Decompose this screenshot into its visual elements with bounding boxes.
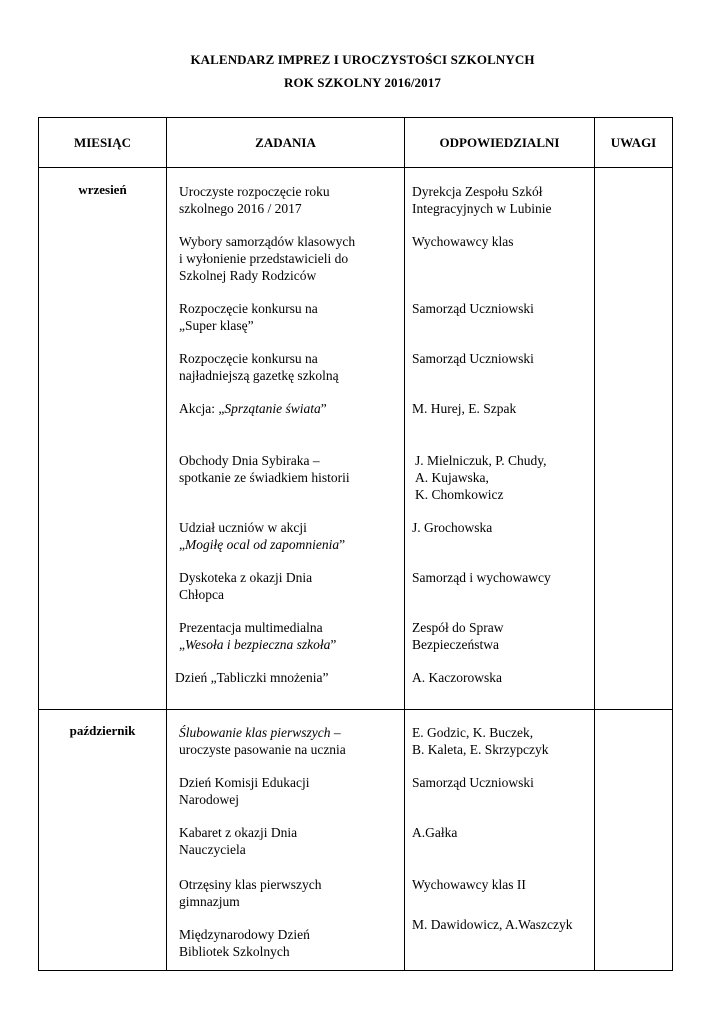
responsible-item <box>412 669 502 686</box>
text-line <box>179 569 312 586</box>
notes-cell <box>595 710 673 971</box>
text-line <box>175 669 328 686</box>
text-line <box>179 824 297 841</box>
italic-text: Sprzątanie świata <box>224 401 321 416</box>
events-calendar-table <box>38 117 673 971</box>
responsible-cell <box>405 710 595 971</box>
text-line <box>179 400 327 417</box>
text-segment: Kabaret z okazji Dnia <box>179 825 298 840</box>
text-segment: – <box>330 725 341 740</box>
text-line: Bezpieczeństwa <box>412 637 499 652</box>
text-segment: Chłopca <box>179 587 224 602</box>
text-segment: „ <box>179 637 185 652</box>
text-line <box>179 183 330 200</box>
text-segment: szkolnego 2016 / 2017 <box>179 201 302 216</box>
text-line <box>179 841 297 858</box>
text-segment: Prezentacja multimedialna <box>179 620 323 635</box>
text-segment: Bibliotek Szkolnych <box>179 944 290 959</box>
text-line: A. Kaczorowska <box>412 670 502 685</box>
text-segment: Nauczyciela <box>179 842 246 857</box>
text-line <box>179 741 346 758</box>
text-segment: ” <box>320 401 327 416</box>
text-segment: Rozpoczęcie konkursu na <box>179 301 318 316</box>
month-label: październik <box>69 723 136 738</box>
responsible-item <box>412 350 534 367</box>
responsible-item <box>412 619 504 653</box>
text-line <box>179 619 336 636</box>
header-notes: UWAGI <box>595 118 673 168</box>
text-segment: Otrzęsiny klas pierwszych <box>179 877 322 892</box>
text-line <box>179 519 345 536</box>
text-line <box>179 469 350 486</box>
text-line <box>179 586 312 603</box>
text-line <box>179 774 309 791</box>
italic-text: Wesoła i bezpieczna szkoła <box>185 637 331 652</box>
text-segment: Rozpoczęcie konkursu na <box>179 351 318 366</box>
text-line <box>179 636 336 653</box>
responsible-item <box>412 519 492 536</box>
text-line <box>179 926 310 943</box>
responsible-item <box>412 569 551 586</box>
text-line <box>179 893 321 910</box>
text-line: Samorząd Uczniowski <box>412 301 534 316</box>
text-segment: uroczyste pasowanie na ucznia <box>179 742 346 757</box>
month-cell <box>39 710 167 971</box>
task-item <box>179 619 336 653</box>
task-item <box>179 452 350 486</box>
text-line <box>179 317 318 334</box>
italic-text: Ślubowanie klas pierwszych <box>179 725 331 740</box>
task-item <box>179 519 345 553</box>
italic-text: Mogiłę ocal od zapomnienia <box>185 537 340 552</box>
text-segment: Obchody Dnia Sybiraka – <box>179 453 320 468</box>
tasks-cell <box>167 168 405 710</box>
task-item <box>179 233 355 284</box>
task-item <box>179 569 312 603</box>
text-line <box>179 367 339 384</box>
task-item <box>179 183 330 217</box>
text-line: A. Kujawska, <box>415 470 489 485</box>
task-item <box>175 669 328 686</box>
task-item <box>179 300 318 334</box>
header-responsible: ODPOWIEDZIALNI <box>405 118 595 168</box>
responsible-item <box>412 400 516 417</box>
text-segment: ” <box>330 637 337 652</box>
text-segment: Dzień Komisji Edukacji <box>179 775 310 790</box>
text-line: A.Gałka <box>412 825 458 840</box>
text-segment: Uroczyste rozpoczęcie roku <box>179 184 330 199</box>
table-row <box>39 710 673 971</box>
header-tasks: ZADANIA <box>167 118 405 168</box>
task-item <box>179 876 321 910</box>
month-label: wrzesień <box>78 182 127 197</box>
text-line <box>179 233 355 250</box>
text-line: Zespół do Spraw <box>412 620 504 635</box>
task-item <box>179 400 327 417</box>
text-line <box>179 536 345 553</box>
text-segment: Dyskoteka z okazji Dnia <box>179 570 313 585</box>
document-title: KALENDARZ IMPREZ I UROCZYSTOŚCI SZKOLNYCH <box>190 52 535 67</box>
text-segment: Narodowej <box>179 792 239 807</box>
text-segment: ” <box>339 537 346 552</box>
text-line: M. Dawidowicz, A.Waszczyk <box>412 917 573 932</box>
month-cell <box>39 168 167 710</box>
text-segment: „Super klasę” <box>179 318 254 333</box>
text-line <box>179 200 330 217</box>
text-line: Samorząd Uczniowski <box>412 351 534 366</box>
responsible-item <box>412 300 534 317</box>
text-line <box>179 350 339 367</box>
text-segment: gimnazjum <box>179 894 240 909</box>
text-line <box>179 876 321 893</box>
text-segment: Międzynarodowy Dzień <box>179 927 310 942</box>
task-item <box>179 926 310 960</box>
text-line <box>179 267 355 284</box>
task-item <box>179 824 297 858</box>
text-line: B. Kaleta, E. Skrzypczyk <box>412 742 549 757</box>
text-line: M. Hurej, E. Szpak <box>412 401 517 416</box>
text-line: K. Chomkowicz <box>415 487 504 502</box>
text-line <box>179 724 346 741</box>
text-segment: Wybory samorządów klasowych <box>179 234 356 249</box>
text-line: Wychowawcy klas II <box>412 877 526 892</box>
text-segment: Dzień „Tabliczki mnożenia” <box>175 670 329 685</box>
text-line: J. Grochowska <box>412 520 493 535</box>
responsible-item <box>412 916 573 933</box>
task-item <box>179 350 339 384</box>
text-line <box>179 300 318 317</box>
text-line <box>179 943 310 960</box>
text-segment: „ <box>179 537 185 552</box>
text-segment: najładniejszą gazetkę szkolną <box>179 368 339 383</box>
header-month: MIESIĄC <box>39 118 167 168</box>
text-line <box>179 452 350 469</box>
text-line: Samorząd i wychowawcy <box>412 570 551 585</box>
text-line: Samorząd Uczniowski <box>412 775 534 790</box>
table-header-row <box>39 118 673 168</box>
responsible-item <box>415 452 547 503</box>
document-subtitle: ROK SZKOLNY 2016/2017 <box>284 75 441 90</box>
text-line: J. Mielniczuk, P. Chudy, <box>415 453 547 468</box>
text-segment: i wyłonienie przedstawicieli do <box>179 251 349 266</box>
responsible-item <box>412 724 548 758</box>
table-row <box>39 168 673 710</box>
text-line: Dyrekcja Zespołu Szkół <box>412 184 543 199</box>
text-line: Wychowawcy klas <box>412 234 514 249</box>
text-line <box>179 250 355 267</box>
responsible-item <box>412 876 526 893</box>
tasks-cell <box>167 710 405 971</box>
responsible-item <box>412 233 514 250</box>
task-item <box>179 774 309 808</box>
responsible-item <box>412 183 551 217</box>
notes-cell <box>595 168 673 710</box>
responsible-item <box>412 824 457 841</box>
text-segment: spotkanie ze świadkiem historii <box>179 470 350 485</box>
text-line: Integracyjnych w Lubinie <box>412 201 552 216</box>
text-segment: Akcja: „ <box>179 401 225 416</box>
text-line <box>179 791 309 808</box>
responsible-cell <box>405 168 595 710</box>
responsible-item <box>412 774 534 791</box>
text-segment: Szkolnej Rady Rodziców <box>179 268 317 283</box>
text-segment: Udział uczniów w akcji <box>179 520 307 535</box>
text-line: E. Godzic, K. Buczek, <box>412 725 534 740</box>
task-item <box>179 724 346 758</box>
